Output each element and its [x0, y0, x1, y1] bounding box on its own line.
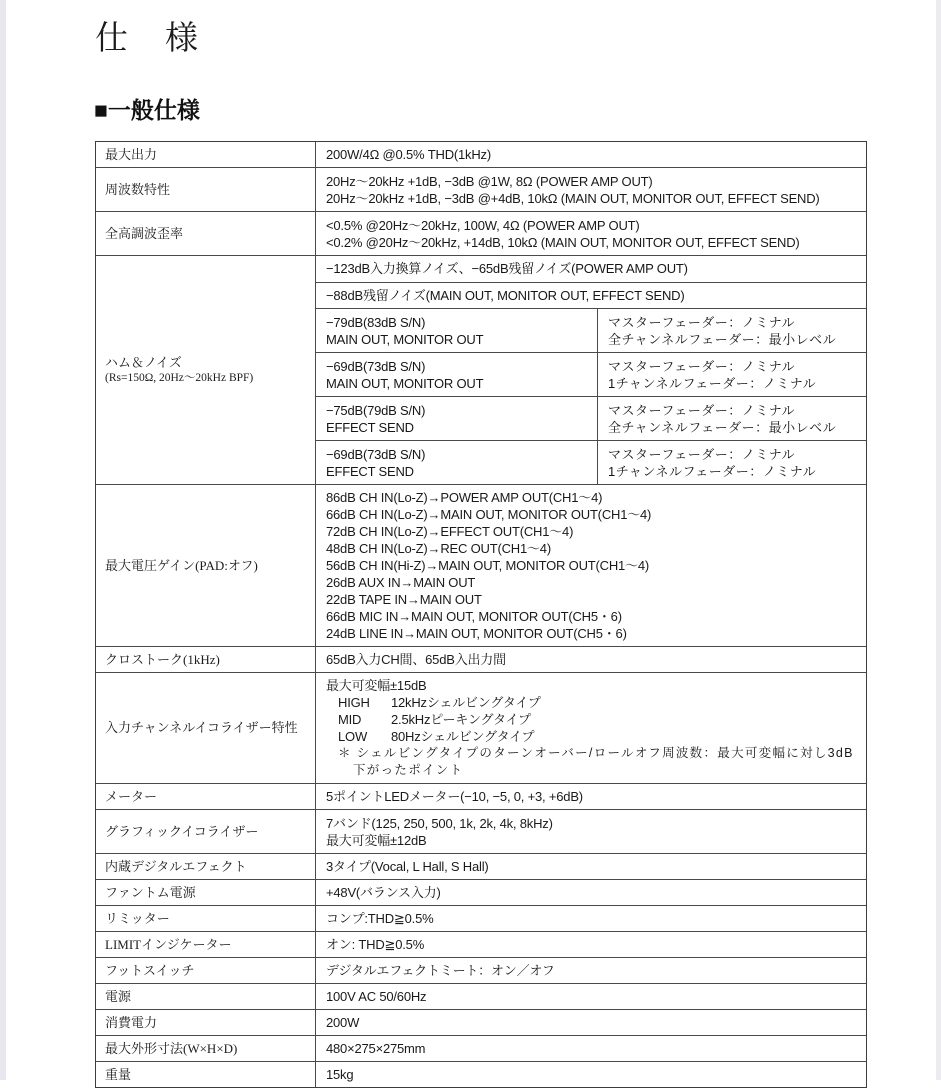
- hum-noise-condition: マスターフェーダー：ノミナル 全チャンネルフェーダー：最小レベル: [608, 314, 837, 347]
- spec-label-graphic-eq: グラフィックイコライザー: [96, 810, 316, 853]
- spec-label-thd: 全高調波歪率: [96, 212, 316, 255]
- spec-row-hum-noise: [96, 255, 866, 484]
- spec-label-max-output: 最大出力: [96, 142, 316, 167]
- hum-noise-measurement: −69dB(73dB S/N) MAIN OUT, MONITOR OUT: [316, 353, 598, 396]
- spec-label-power-consumption: 消費電力: [96, 1010, 316, 1035]
- spec-label-limiter: リミッター: [96, 906, 316, 931]
- spec-row-meter: [96, 783, 866, 809]
- spec-row-foot-switch: [96, 957, 866, 983]
- spec-value-digital-effect: 3タイプ(Vocal, L Hall, S Hall): [326, 859, 489, 874]
- eq-band-high: HIGH 12kHzシェルビングタイプ: [338, 695, 541, 710]
- hum-noise-measurement: −75dB(79dB S/N) EFFECT SEND: [316, 397, 598, 440]
- spec-label-meter: メーター: [96, 784, 316, 809]
- spec-row-limiter: [96, 905, 866, 931]
- spec-value-limit-indicator: オン: THD≧0.5%: [326, 937, 425, 952]
- page-title: 仕 様: [95, 21, 200, 57]
- spec-value-frequency-response: 20Hz～20kHz +1dB, −3dB @1W, 8Ω (POWER AMP OUT) 20Hz～20kHz +1dB, −3dB @+4dB, 10kΩ (MAIN OUT, MONITOR OUT, EFFECT SEND): [326, 173, 820, 206]
- page-edge-left: [0, 0, 6, 1080]
- hum-noise-measurement: −69dB(73dB S/N) EFFECT SEND: [316, 441, 598, 484]
- hum-noise-condition: マスターフェーダー：ノミナル 1チャンネルフェーダー：ノミナル: [608, 358, 817, 391]
- spec-row-limit-indicator: [96, 931, 866, 957]
- spec-label-frequency-response: 周波数特性: [96, 168, 316, 211]
- spec-row-graphic-eq: [96, 809, 866, 853]
- hum-noise-row-effect-1ch: [316, 440, 866, 484]
- spec-label-max-voltage-gain: 最大電圧ゲイン(PAD:オフ): [96, 485, 316, 646]
- eq-band-mid: MID 2.5kHzピーキングタイプ: [338, 712, 531, 727]
- spec-row-frequency-response: [96, 167, 866, 211]
- hum-noise-subtable: [316, 256, 866, 484]
- spec-row-dimensions: [96, 1035, 866, 1061]
- spec-value-graphic-eq: 7バンド(125, 250, 500, 1k, 2k, 4k, 8kHz) 最大可変幅±12dB: [326, 815, 553, 848]
- hum-noise-row-main-1ch: [316, 352, 866, 396]
- spec-label-digital-effect: 内蔵デジタルエフェクト: [96, 854, 316, 879]
- spec-value-meter: 5ポイントLEDメーター(−10, −5, 0, +3, +6dB): [326, 789, 583, 804]
- spec-row-weight: [96, 1061, 866, 1087]
- spec-row-max-voltage-gain: [96, 484, 866, 646]
- eq-band-low: LOW 80Hzシェルビングタイプ: [338, 729, 535, 744]
- spec-label-limit-indicator: LIMITインジケーター: [96, 932, 316, 957]
- spec-value-phantom-power: +48V(バランス入力): [326, 885, 441, 900]
- spec-label-hum-noise-condition: (Rs=150Ω, 20Hz～20kHz BPF): [105, 371, 254, 384]
- spec-value-max-output: 200W/4Ω @0.5% THD(1kHz): [326, 147, 491, 162]
- hum-noise-condition: マスターフェーダー：ノミナル 1チャンネルフェーダー：ノミナル: [608, 446, 817, 479]
- spec-value-power: 100V AC 50/60Hz: [326, 989, 427, 1004]
- spec-row-power: [96, 983, 866, 1009]
- spec-label-input-eq: 入力チャンネルイコライザー特性: [96, 673, 316, 783]
- section-heading-general-specs: ■一般仕様: [94, 98, 200, 123]
- spec-value-max-voltage-gain: 86dB CH IN(Lo-Z)→POWER AMP OUT(CH1～4) 66dB CH IN(Lo-Z)→MAIN OUT, MONITOR OUT(CH1～4) 72dB CH IN(Lo-Z)→EFFECT OUT(CH1～4) 48dB CH IN(Lo-Z)→REC OUT(CH1～4) 56dB CH IN(Hi-Z)→MAIN OUT, MONITOR OUT(CH1～4) 26dB AUX IN→MAIN OUT 22dB TAPE IN→MAIN OUT 66dB MIC IN→MAIN OUT, MONITOR OUT(CH5・6) 24dB LINE IN→MAIN OUT, MONITOR OUT(CH5・6): [326, 490, 652, 641]
- spec-value-limiter: コンプ:THD≧0.5%: [326, 911, 434, 926]
- spec-label-crosstalk: クロストーク(1kHz): [96, 647, 316, 672]
- hum-noise-condition: マスターフェーダー：ノミナル 全チャンネルフェーダー：最小レベル: [608, 402, 837, 435]
- spec-row-phantom-power: [96, 879, 866, 905]
- spec-row-crosstalk: [96, 646, 866, 672]
- page-edge-right: [936, 0, 941, 1080]
- spec-label-foot-switch: フットスイッチ: [96, 958, 316, 983]
- spec-value-power-consumption: 200W: [326, 1015, 360, 1030]
- spec-row-max-output: [96, 142, 866, 167]
- spec-value-crosstalk: 65dB入力CH間、65dB入出力間: [326, 652, 506, 667]
- hum-noise-row-effect-nominal: [316, 396, 866, 440]
- hum-noise-row-main-nominal: [316, 308, 866, 352]
- eq-note-line1: ＊ シェルビングタイプのターンオーバー/ロールオフ周波数：最大可変幅に対し3dB: [338, 746, 854, 760]
- spec-value-dimensions: 480×275×275mm: [326, 1041, 426, 1056]
- hum-noise-row-residual: −88dB残留ノイズ(MAIN OUT, MONITOR OUT, EFFECT SEND): [316, 282, 866, 308]
- spec-value-foot-switch: デジタルエフェクトミート：オン／オフ: [326, 963, 555, 978]
- spec-label-weight: 重量: [96, 1062, 316, 1087]
- spec-row-input-eq: [96, 672, 866, 783]
- spec-row-digital-effect: [96, 853, 866, 879]
- hum-noise-measurement: −79dB(83dB S/N) MAIN OUT, MONITOR OUT: [316, 309, 598, 352]
- eq-note-line2: 下がったポイント: [353, 763, 464, 777]
- spec-label-hum-noise: ハム＆ノイズ (Rs=150Ω, 20Hz～20kHz BPF): [96, 256, 316, 484]
- spec-label-power: 電源: [96, 984, 316, 1009]
- hum-noise-row-power-amp: −123dB入力換算ノイズ、−65dB残留ノイズ(POWER AMP OUT): [326, 261, 688, 276]
- spec-value-input-eq: 最大可変幅±15dB HIGH 12kHzシェルビングタイプ MID 2.5kHzピーキングタイプ LOW 80Hzシェルビングタイプ ＊ シェルビングタイプのターンオーバー/ロールオフ周波数：最大可変幅に対し3dB 下がったポイント: [316, 673, 866, 783]
- spec-value-weight: 15kg: [326, 1067, 354, 1082]
- spec-label-dimensions: 最大外形寸法(W×H×D): [96, 1036, 316, 1061]
- spec-label-phantom-power: ファントム電源: [96, 880, 316, 905]
- spec-row-thd: [96, 211, 866, 255]
- spec-row-power-consumption: [96, 1009, 866, 1035]
- spec-table: [95, 141, 867, 1088]
- spec-value-thd: <0.5% @20Hz～20kHz, 100W, 4Ω (POWER AMP OUT) <0.2% @20Hz～20kHz, +14dB, 10kΩ (MAIN OUT, MONITOR OUT, EFFECT SEND): [326, 217, 800, 250]
